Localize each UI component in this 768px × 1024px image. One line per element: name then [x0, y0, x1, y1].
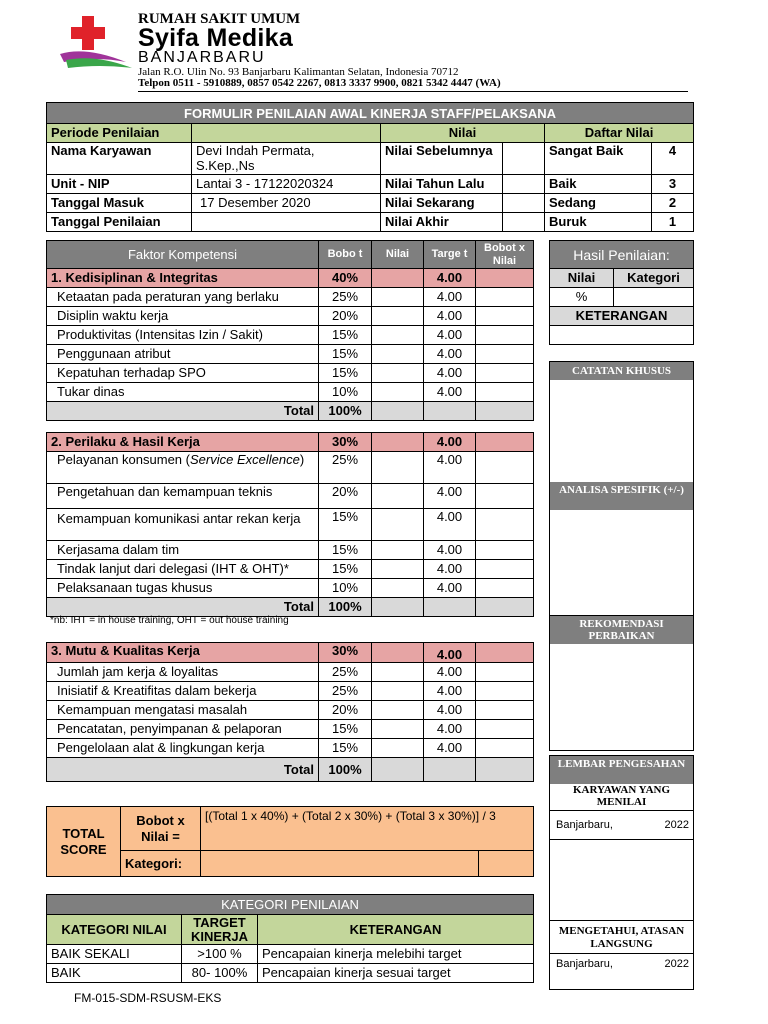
list-item: Kemampuan mengatasi masalah: [47, 701, 319, 720]
list-item: Ketaatan pada peraturan yang berlaku: [47, 288, 319, 307]
item-nilai-input[interactable]: [372, 484, 424, 509]
kategori-nilai-header: KATEGORI NILAI: [47, 915, 182, 945]
item-bobot: 20%: [319, 307, 372, 326]
item-text-end: ): [299, 452, 305, 467]
section-3-total-bxn: [476, 758, 534, 782]
list-item: Kepatuhan terhadap SPO: [47, 364, 319, 383]
competency-table-2: [46, 432, 534, 617]
hospital-city: BANJARBARU: [138, 49, 266, 66]
section-3-total-label: Total: [47, 758, 319, 782]
target-header: Targe t: [424, 241, 476, 269]
kategori-score-label: Kategori:: [121, 851, 201, 877]
item-bobot: 10%: [319, 579, 372, 598]
nilai-col-header: Nilai: [372, 241, 424, 269]
section-2-total-bxn: [476, 598, 534, 617]
section-1-total-bxn: [476, 402, 534, 421]
item-bobot: 25%: [319, 682, 372, 701]
nilai-tahun-lalu-label: Nilai Tahun Lalu: [381, 175, 503, 194]
total-score-table: [46, 806, 534, 877]
item-bobot: 20%: [319, 484, 372, 509]
tanggal-masuk-value[interactable]: 17 Desember 2020: [192, 194, 381, 213]
list-item: Tukar dinas: [47, 383, 319, 402]
item-bobot: 10%: [319, 383, 372, 402]
daftar-label-2: Baik: [545, 175, 652, 194]
kategori-row-1-desc: Pencapaian kinerja melebihi target: [258, 945, 534, 964]
nilai-sebelumnya-value[interactable]: [503, 143, 545, 175]
periode-label: Periode Penilaian: [47, 124, 192, 143]
nilai-sekarang-value[interactable]: [503, 194, 545, 213]
nilai-akhir-label: Nilai Akhir: [381, 213, 503, 232]
section-3-total-value: 100%: [319, 758, 372, 782]
item-target: 4.00: [424, 579, 476, 598]
header-rule: [138, 91, 688, 92]
section-3-title: 3. Mutu & Kualitas Kerja: [47, 643, 319, 663]
section-2-total-nilai: [372, 598, 424, 617]
item-nilai-input[interactable]: [372, 682, 424, 701]
item-bxn: [476, 663, 534, 682]
kategori-table: [46, 894, 534, 983]
item-nilai-input[interactable]: [372, 326, 424, 345]
section-2-nilai: [372, 433, 424, 452]
signature-box-2[interactable]: [550, 954, 693, 974]
signature-box-1[interactable]: [550, 811, 693, 840]
footnote: *nb: IHT = in house training, OHT = out house training: [50, 615, 289, 626]
hasil-kategori-value[interactable]: [614, 288, 694, 307]
nilai-sekarang-label: Nilai Sekarang: [381, 194, 503, 213]
section-3-total-nilai: [372, 758, 424, 782]
daftar-value-1: 4: [652, 143, 694, 175]
item-target: 4.00: [424, 682, 476, 701]
year-1: 2022: [664, 819, 689, 831]
section-3-bxn: [476, 643, 534, 663]
nilai-sebelumnya-label: Nilai Sebelumnya: [381, 143, 503, 175]
section-2-bxn: [476, 433, 534, 452]
list-item: Pengelolaan alat & lingkungan kerja: [47, 739, 319, 758]
item-bobot: 15%: [319, 720, 372, 739]
list-item: Tindak lanjut dari delegasi (IHT & OHT)*: [47, 560, 319, 579]
item-nilai-input[interactable]: [372, 509, 424, 541]
kategori-row-2-name: BAIK: [47, 964, 182, 983]
item-bobot: 25%: [319, 288, 372, 307]
lembar-title: LEMBAR PENGESAHAN: [550, 756, 693, 784]
hospital-address: Jalan R.O. Ulin No. 93 Banjarbaru Kalimantan Selatan, Indonesia 70712: [138, 66, 459, 78]
item-text-em: Service Excellence: [189, 452, 300, 467]
hospital-type: RUMAH SAKIT UMUM: [138, 11, 301, 27]
pengesahan-panel: [549, 755, 694, 990]
item-text: Pelayanan konsumen (: [57, 452, 190, 467]
item-bxn: [476, 326, 534, 345]
item-bxn: [476, 720, 534, 739]
list-item: Produktivitas (Intensitas Izin / Sakit): [47, 326, 319, 345]
item-nilai-input[interactable]: [372, 307, 424, 326]
competency-table: [46, 240, 534, 421]
catatan-title: CATATAN KHUSUS: [550, 362, 693, 380]
section-1-nilai: [372, 269, 424, 288]
analisa-title: ANALISA SPESIFIK (+/-): [550, 482, 693, 510]
nilai-tahun-lalu-value[interactable]: [503, 175, 545, 194]
item-bobot: 15%: [319, 509, 372, 541]
section-2-target: 4.00: [424, 433, 476, 452]
item-nilai-input[interactable]: [372, 739, 424, 758]
item-bxn: [476, 560, 534, 579]
mengetahui-title: MENGETAHUI, ATASAN LANGSUNG: [550, 921, 693, 954]
daftar-label-4: Buruk: [545, 213, 652, 232]
unit-nip-label: Unit - NIP: [47, 175, 192, 194]
hasil-nilai-header: Nilai: [550, 269, 614, 288]
form-code: FM-015-SDM-RSUSM-EKS: [74, 991, 222, 1005]
hasil-kategori-header: Kategori: [614, 269, 694, 288]
list-item: Kemampuan komunikasi antar rekan kerja: [47, 509, 319, 541]
rekomendasi-panel: [549, 615, 694, 751]
tanggal-penilaian-value[interactable]: [192, 213, 381, 232]
place-2: Banjarbaru,: [556, 958, 613, 970]
daftar-value-3: 2: [652, 194, 694, 213]
list-item: Pencatatan, penyimpanan & pelaporan: [47, 720, 319, 739]
item-bobot: 25%: [319, 452, 372, 484]
total-score-label: TOTAL SCORE: [47, 807, 121, 877]
item-target: 4.00: [424, 307, 476, 326]
item-target: 4.00: [424, 739, 476, 758]
item-nilai-input[interactable]: [372, 579, 424, 598]
item-bobot: 20%: [319, 701, 372, 720]
kategori-row-1-target: >100 %: [182, 945, 258, 964]
item-bxn: [476, 345, 534, 364]
list-item: [47, 452, 319, 484]
item-bxn: [476, 739, 534, 758]
item-bxn: [476, 288, 534, 307]
signature-area-1[interactable]: [550, 840, 693, 921]
item-nilai-input[interactable]: [372, 288, 424, 307]
keterangan-label: KETERANGAN: [550, 307, 694, 326]
year-2: 2022: [664, 958, 689, 970]
item-bxn: [476, 383, 534, 402]
section-1-total-nilai: [372, 402, 424, 421]
item-nilai-input[interactable]: [372, 701, 424, 720]
item-bxn: [476, 364, 534, 383]
hospital-logo: [56, 10, 136, 76]
notes-panel: [549, 361, 694, 617]
item-target: 4.00: [424, 326, 476, 345]
item-target: 4.00: [424, 509, 476, 541]
tanggal-masuk-label: Tanggal Masuk: [47, 194, 192, 213]
formula-text: [(Total 1 x 40%) + (Total 2 x 30%) + (Total 3 x 30%)] / 3: [201, 807, 534, 851]
item-target: 4.00: [424, 720, 476, 739]
item-target: 4.00: [424, 701, 476, 720]
item-bxn: [476, 579, 534, 598]
item-target: 4.00: [424, 345, 476, 364]
section-2-total-label: Total: [47, 598, 319, 617]
rekomendasi-title: REKOMENDASI PERBAIKAN: [550, 616, 693, 644]
item-bxn: [476, 452, 534, 484]
nilai-header: Nilai: [381, 124, 545, 143]
hasil-table: [549, 240, 694, 345]
kategori-score-extra: [479, 851, 534, 877]
kategori-score-value[interactable]: [201, 851, 479, 877]
catatan-field[interactable]: [550, 380, 693, 482]
item-bobot: 15%: [319, 345, 372, 364]
section-3-nilai: [372, 643, 424, 663]
item-target: 4.00: [424, 364, 476, 383]
kategori-row-2-target: 80- 100%: [182, 964, 258, 983]
item-bxn: [476, 541, 534, 560]
hasil-title: Hasil Penilaian:: [550, 241, 694, 269]
daftar-label-1: Sangat Baik: [545, 143, 652, 175]
daftar-value-4: 1: [652, 213, 694, 232]
form-title: FORMULIR PENILAIAN AWAL KINERJA STAFF/PELAKSANA: [47, 103, 694, 124]
tanggal-penilaian-label: Tanggal Penilaian: [47, 213, 192, 232]
unit-nip-value[interactable]: Lantai 3 - 17122020324: [192, 175, 381, 194]
item-bobot: 15%: [319, 739, 372, 758]
bobot-header: Bobo t: [319, 241, 372, 269]
list-item: Inisiatif & Kreatifitas dalam bekerja: [47, 682, 319, 701]
item-bxn: [476, 307, 534, 326]
bxn-header: Bobot x Nilai: [476, 241, 534, 269]
keterangan-header: KETERANGAN: [258, 915, 534, 945]
section-3-target: 4.00: [424, 643, 476, 663]
item-nilai-input[interactable]: [372, 345, 424, 364]
section-1-total-value: 100%: [319, 402, 372, 421]
item-target: 4.00: [424, 288, 476, 307]
place-1: Banjarbaru,: [556, 819, 613, 831]
section-1-bxn: [476, 269, 534, 288]
item-target: 4.00: [424, 452, 476, 484]
section-1-total-label: Total: [47, 402, 319, 421]
hospital-name: Syifa Medika: [138, 24, 294, 52]
daftar-nilai-header: Daftar Nilai: [545, 124, 694, 143]
faktor-header: Faktor Kompetensi: [47, 241, 319, 269]
item-bobot: 15%: [319, 541, 372, 560]
item-bxn: [476, 682, 534, 701]
item-target: 4.00: [424, 484, 476, 509]
keterangan-value[interactable]: [550, 326, 694, 345]
item-bobot: 15%: [319, 326, 372, 345]
hasil-percent[interactable]: %: [550, 288, 614, 307]
section-1-title: 1. Kedisiplinan & Integritas: [47, 269, 319, 288]
hospital-phone: Telpon 0511 - 5910889, 0857 0542 2267, 0813 3337 9900, 0821 5342 4447 (WA): [138, 77, 501, 89]
item-nilai-input[interactable]: [372, 720, 424, 739]
section-1-total-target: [424, 402, 476, 421]
daftar-label-3: Sedang: [545, 194, 652, 213]
item-nilai-input[interactable]: [372, 560, 424, 579]
karyawan-title: KARYAWAN YANG MENILAI: [550, 784, 693, 811]
rekomendasi-field[interactable]: [550, 644, 693, 748]
list-item: Disiplin waktu kerja: [47, 307, 319, 326]
periode-value[interactable]: [192, 124, 381, 143]
section-2-bobot: 30%: [319, 433, 372, 452]
item-target: 4.00: [424, 663, 476, 682]
section-3-bobot: 30%: [319, 643, 372, 663]
kategori-row-1-name: BAIK SEKALI: [47, 945, 182, 964]
nama-label: Nama Karyawan: [47, 143, 192, 175]
section-1-target: 4.00: [424, 269, 476, 288]
item-nilai-input[interactable]: [372, 452, 424, 484]
identity-table: [46, 102, 694, 232]
item-target: 4.00: [424, 383, 476, 402]
kategori-row-2-desc: Pencapaian kinerja sesuai target: [258, 964, 534, 983]
kategori-title: KATEGORI PENILAIAN: [47, 895, 534, 915]
section-2-total-value: 100%: [319, 598, 372, 617]
item-bxn: [476, 484, 534, 509]
list-item: Pelaksanaan tugas khusus: [47, 579, 319, 598]
item-bxn: [476, 509, 534, 541]
list-item: Kerjasama dalam tim: [47, 541, 319, 560]
section-3-total-target: [424, 758, 476, 782]
item-target: 4.00: [424, 541, 476, 560]
daftar-value-2: 3: [652, 175, 694, 194]
item-nilai-input[interactable]: [372, 364, 424, 383]
section-1-bobot: 40%: [319, 269, 372, 288]
item-bxn: [476, 701, 534, 720]
list-item: Pengetahuan dan kemampuan teknis: [47, 484, 319, 509]
item-bobot: 15%: [319, 364, 372, 383]
list-item: Penggunaan atribut: [47, 345, 319, 364]
item-bobot: 15%: [319, 560, 372, 579]
item-nilai-input[interactable]: [372, 541, 424, 560]
target-kinerja-header: TARGET KINERJA: [182, 915, 258, 945]
section-2-total-target: [424, 598, 476, 617]
item-bobot: 25%: [319, 663, 372, 682]
item-nilai-input[interactable]: [372, 383, 424, 402]
section-2-title: 2. Perilaku & Hasil Kerja: [47, 433, 319, 452]
bobot-nilai-label: Bobot x Nilai =: [121, 807, 201, 851]
competency-table-3: [46, 642, 534, 782]
list-item: Jumlah jam kerja & loyalitas: [47, 663, 319, 682]
item-target: 4.00: [424, 560, 476, 579]
item-nilai-input[interactable]: [372, 663, 424, 682]
nama-value[interactable]: Devi Indah Permata, S.Kep.,Ns: [192, 143, 381, 175]
nilai-akhir-value[interactable]: [503, 213, 545, 232]
